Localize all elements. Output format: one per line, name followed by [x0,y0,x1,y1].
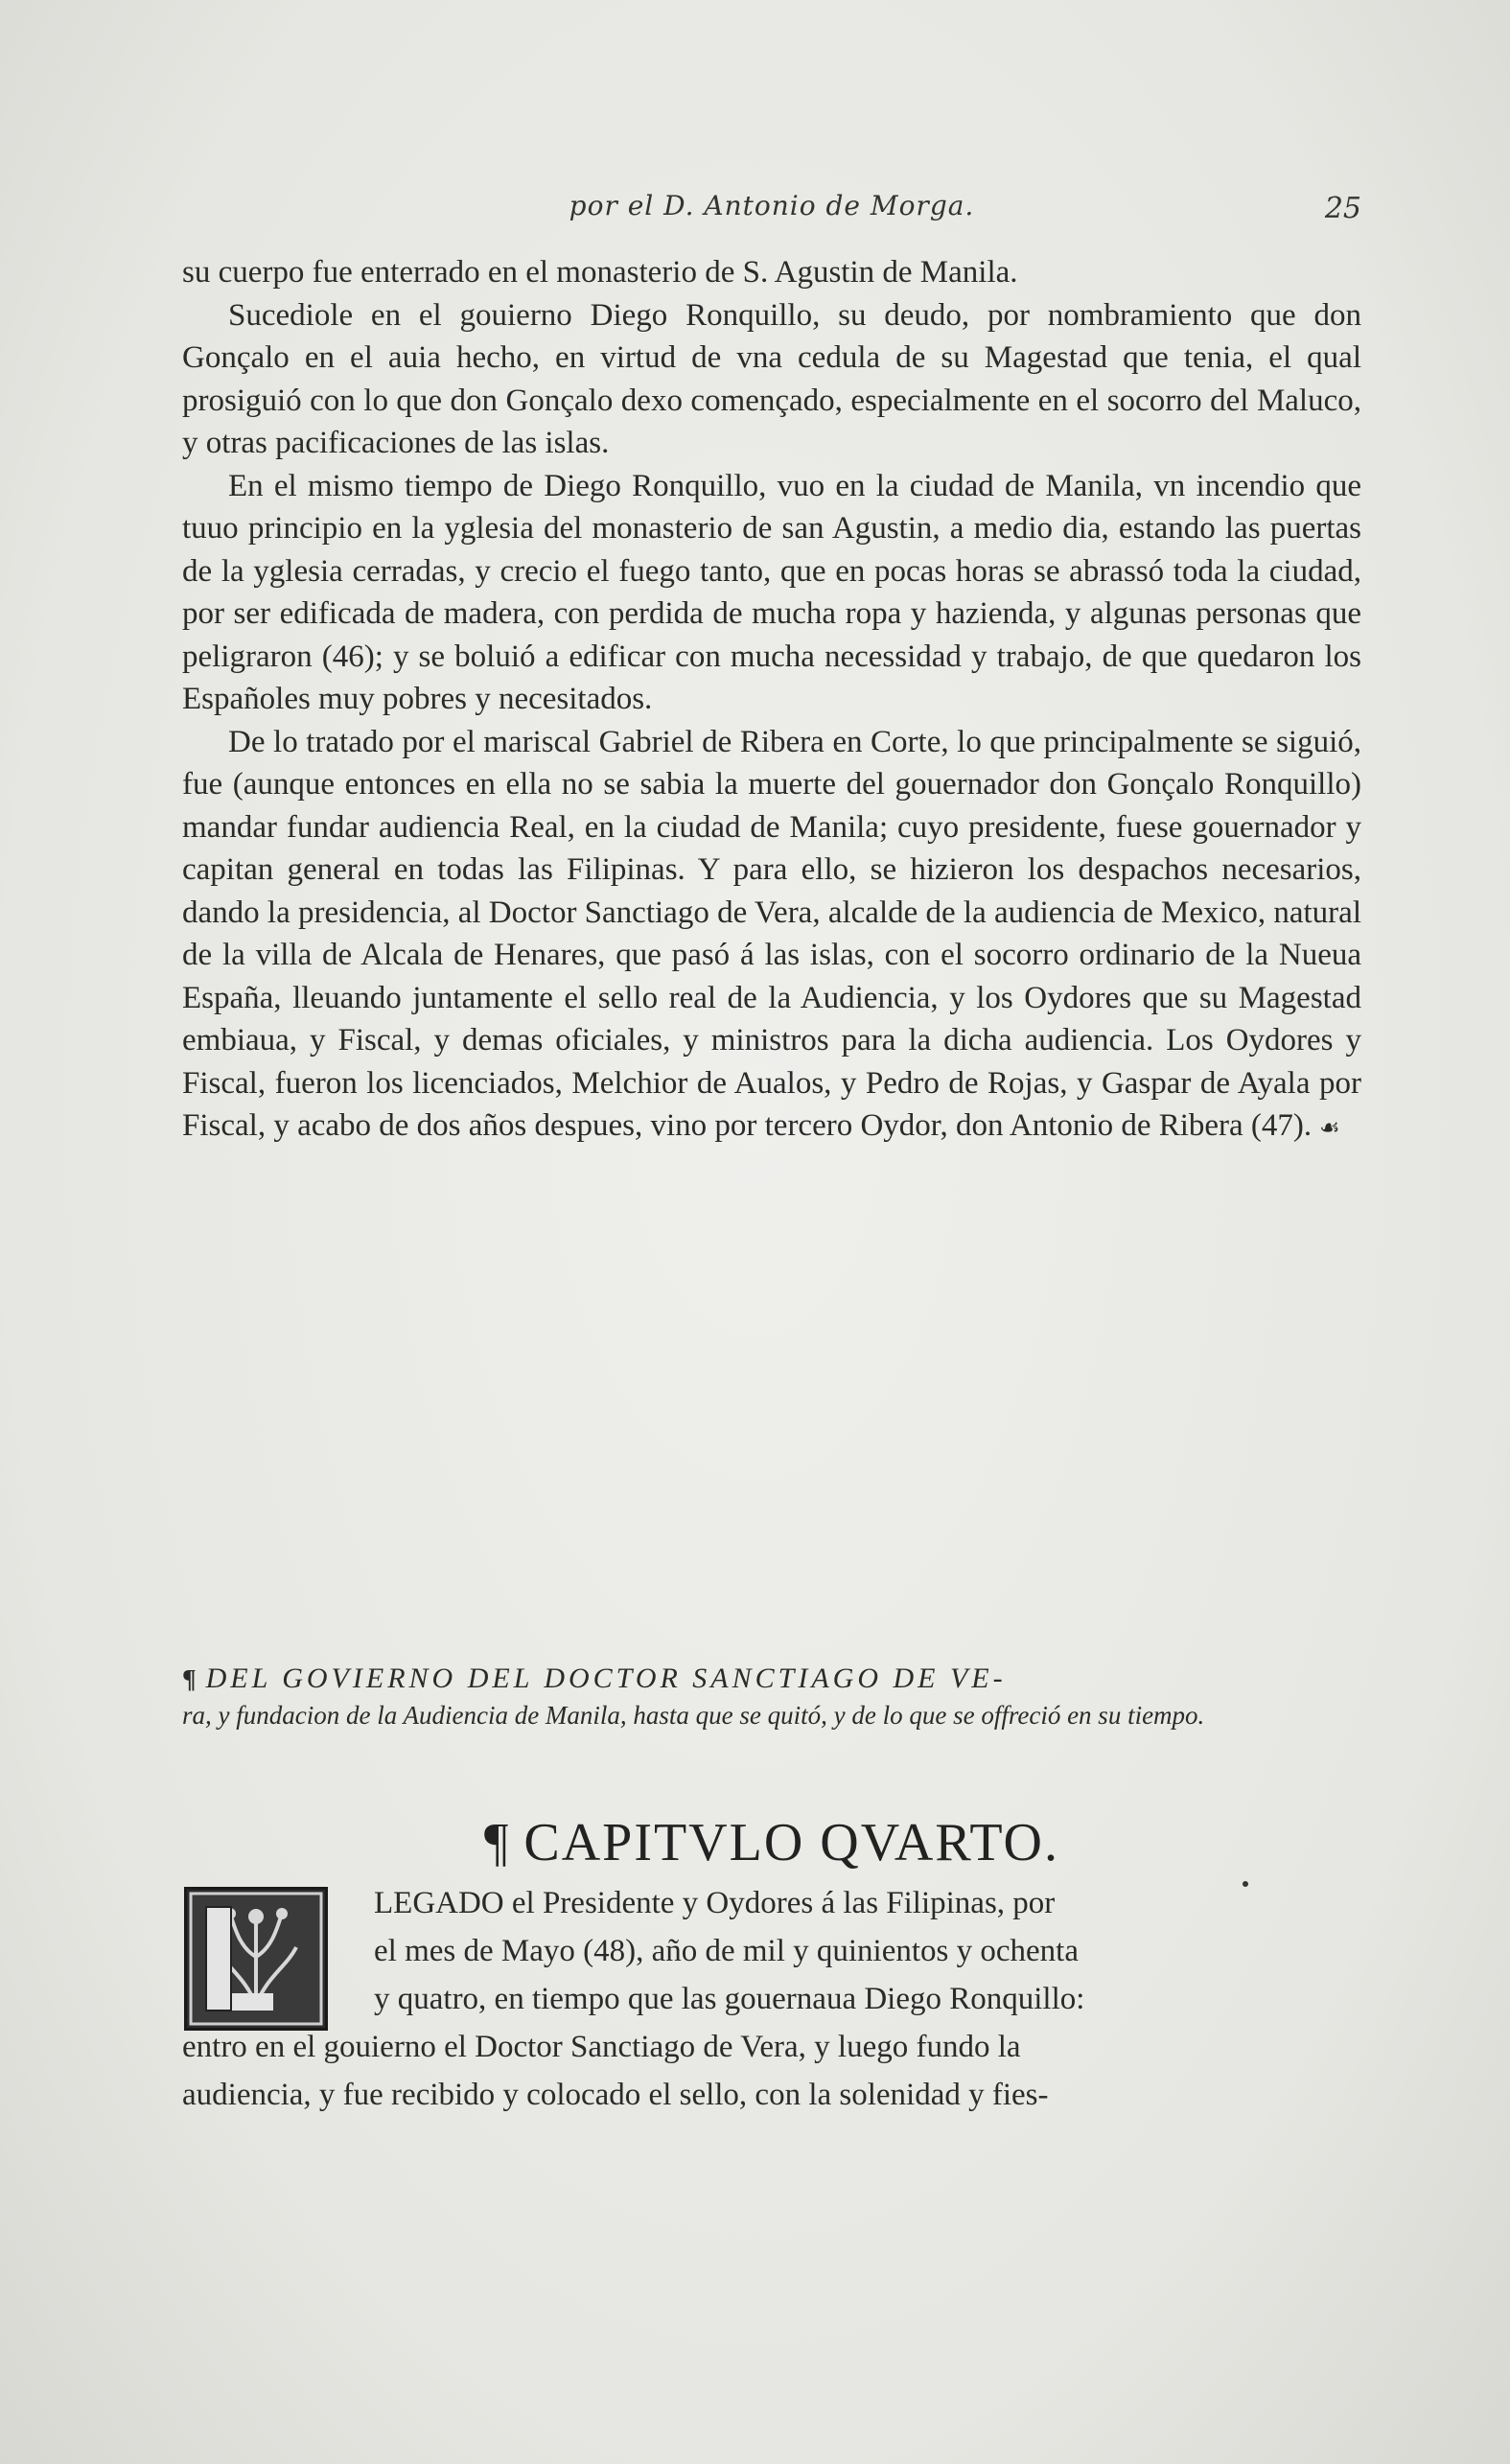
page-number: 25 [1324,192,1361,225]
opening-line-3: y quatro, en tiempo que las gouernaua Diego Ronquillo: [374,1982,1085,2016]
paragraph-4-text: De lo tratado por el mariscal Gabriel de Ribera en Corte, lo que principalmente se siguió, fue (aunque entonces en ella no se sabia la muerte del gouernador don Gonçalo Ronquillo) mandar fundar audiencia Real, en la ciudad de Manila; cuyo presidente, fuese gouernador y capitan general en todas las Filipinas. Y para ello, se hizieron los despachos necesarios, dando la presidencia, al Doctor Sanctiago de Vera, alcalde de la audiencia de Mexico, natural de la villa de Alcala de Henares, que pasó á las islas, con el socorro ordinario de la Nueua España, lleuando juntamente el sello real de la Audiencia, y los Oydores que su Magestad embiaua, y Fiscal, y demas oficiales, y ministros para la dicha audiencia. Los Oydores y Fiscal, fueron los licenciados, Melchior de Aualos, y Pedro de Rojas, y Gaspar de Ayala por Fiscal, y acabo de dos años despues, vino por tercero Oydor, don Antonio de Ribera (47). [182,724,1361,1143]
opening-line-1: LEGADO el Presidente y Oydores á las Filipinas, por [374,1886,1056,1920]
chapter-opening-text [182,1879,1361,2119]
paragraph-3: En el mismo tiempo de Diego Ronquillo, vuo en la ciudad de Manila, vn incendio que tuuo principio en la yglesia del monasterio de san Agustin, a medio dia, estando las puertas de la yglesia cerradas, y crecio el fuego tanto, que en pocas horas se abrassó toda la ciudad, por ser edificada de madera, con perdida de mucha ropa y hazienda, y algunas personas que peligraron (46); y se boluió a edificar con mucha necessidad y trabajo, de que quedaron los Españoles muy pobres y necesitados. [182,468,1361,716]
paragraph-2: Sucediole en el gouierno Diego Ronquillo, su deudo, por nombramiento que don Gonçalo en el auia hecho, en virtud de vna cedula de su Magestad que tenia, el qual prosiguió con lo que don Gonçalo dexo començado, especialmente en el socorro del Maluco, y otras pacificaciones de las islas. [182,297,1361,460]
chapter-title [182,1812,1361,1873]
chapter-title-text: CAPITVLO QVARTO. [523,1813,1059,1872]
paragraph-1: su cuerpo fue enterrado en el monasterio de S. Agustin de Manila. [182,255,1018,290]
fleuron-icon: ☙ [1319,1116,1340,1141]
chapter-pilcrow-icon: ¶ [484,1813,511,1872]
opening-line-2: el mes de Mayo (48), año de mil y quinientos y ochenta [374,1934,1079,1968]
section-heading-rest: ra, y fundacion de la Audiencia de Manila, hasta que se quitó, y de lo que se offreció en su tiempo. [182,1701,1205,1730]
page-header [182,184,1361,232]
pilcrow-icon: ¶ [182,1664,197,1693]
section-heading [182,1661,1361,1733]
body-text [182,251,1361,1151]
running-head: por el D. Antonio de Morga. [569,190,975,221]
section-heading-caps: DEL GOVIERNO DEL DOCTOR SANCTIAGO DE VE- [205,1662,1007,1694]
opening-line-4: entro en el gouierno el Doctor Sanctiago de Vera, y luego fundo la [182,2030,1021,2064]
paragraph-4 [182,721,1361,1151]
opening-line-5: audiencia, y fue recibido y colocado el sello, con la solenidad y fies- [182,2078,1049,2112]
